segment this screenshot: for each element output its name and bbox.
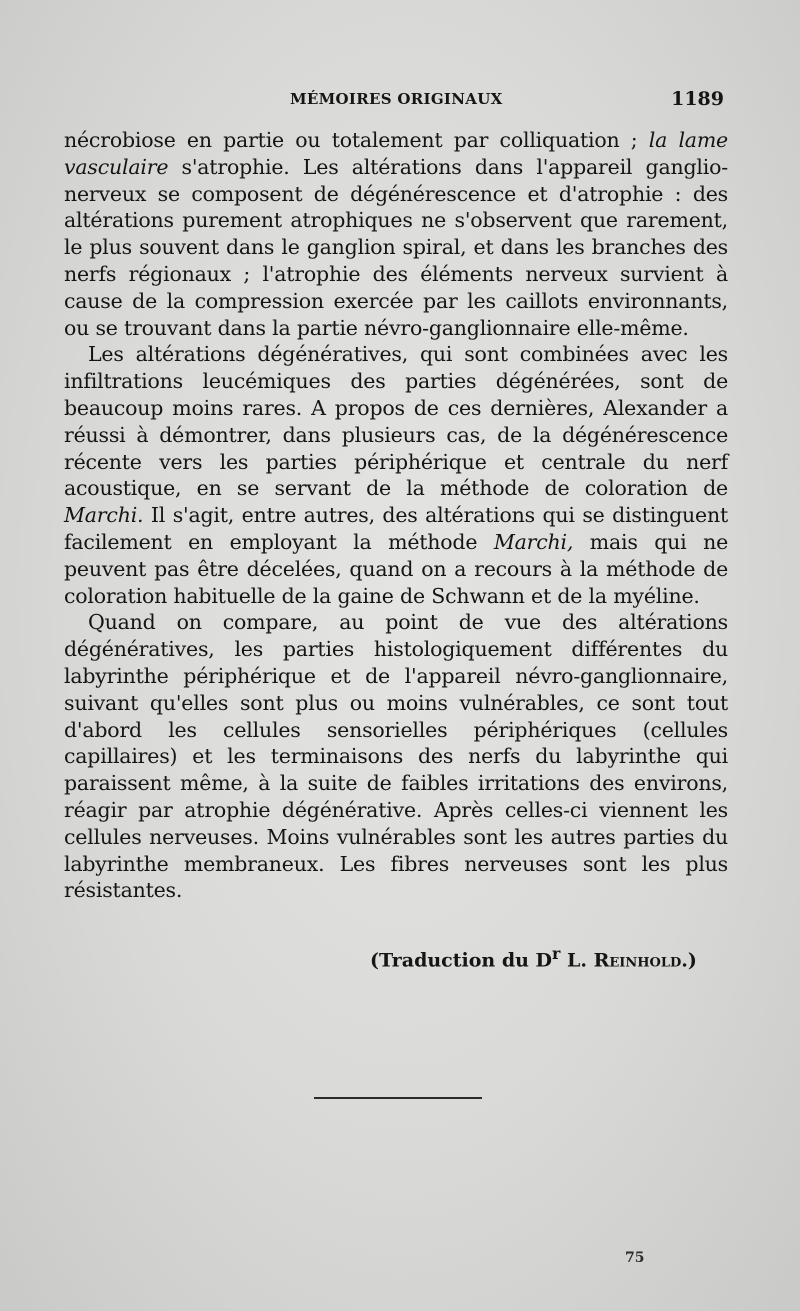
text-segment: mais qui ne peuvent pas être décelées, quand on a recours à la méthode de coloration habituelle de la gaine de Schwann et de la myéline. bbox=[64, 529, 729, 608]
text-segment-italic: la lame vasculaire bbox=[64, 128, 728, 179]
text-segment: Il s'agit, entre autres, des altérations qui se distinguent facilement en employant la méthode bbox=[64, 503, 728, 554]
section-rule bbox=[314, 1097, 482, 1099]
page-header bbox=[64, 88, 724, 112]
translator-name: L. Reinhold.) bbox=[560, 949, 697, 972]
translation-prefix: (Traduction du D bbox=[370, 949, 553, 972]
text-segment-italic: Marchi, bbox=[493, 529, 574, 554]
text-segment-italic: Marchi. bbox=[64, 503, 144, 528]
text-segment: Quand on compare, au point de vue des altérations dégénératives, les parties histologiquement différentes du labyrinthe périphérique et de l'appareil névro-ganglionnaire, suivant qu'elles sont plus ou moins vulnérables, ce sont tout d'abord les cellules sensorielles périphériques (cellules capillaires) et les terminaisons des nerfs du labyrinthe qui paraissent même, à la suite de faibles irritations des environs, réagir par atrophie dégénérative. Après celles-ci viennent les cellules nerveuses. Moins vulnérables sont les autres parties du labyrinthe membraneux. Les fibres nerveuses sont les plus résistantes. bbox=[64, 610, 728, 903]
translation-superscript: r bbox=[552, 944, 561, 963]
text-segment: nécrobiose en partie ou totalement par colliquation ; bbox=[64, 128, 649, 152]
text-segment: s'atrophie. Les altérations dans l'appareil ganglio-nerveux se composent de dégénérescence et d'atrophie : des altérations purement atrophiques ne s'observent que rarement, le plus souvent dans le ganglion spiral, et dans les branches des nerfs régionaux ; l'atrophie des éléments nerveux survient à cause de la compression exercée par les caillots environnants, ou se trouvant dans la partie névro-ganglionnaire elle-même. bbox=[64, 154, 728, 340]
text-segment: Les altérations dégénératives, qui sont combinées avec les infiltrations leucémiques des parties dégénérées, sont de beaucoup moins rares. A propos de ces dernières, Alexander a réussi à démontrer, dans plusieurs cas, de la dégénérescence récente vers les parties périphérique et centrale du nerf acoustique, en se servant de la méthode de coloration de bbox=[64, 342, 728, 501]
paragraph-2 bbox=[64, 341, 728, 609]
body-text bbox=[64, 127, 728, 904]
folio-number: 75 bbox=[625, 1250, 645, 1266]
paragraph-3 bbox=[64, 609, 728, 904]
paragraph-1 bbox=[64, 127, 728, 341]
page-number: 1189 bbox=[671, 88, 724, 110]
translation-credit bbox=[370, 944, 697, 971]
running-title: MÉMOIRES ORIGINAUX bbox=[290, 90, 503, 108]
